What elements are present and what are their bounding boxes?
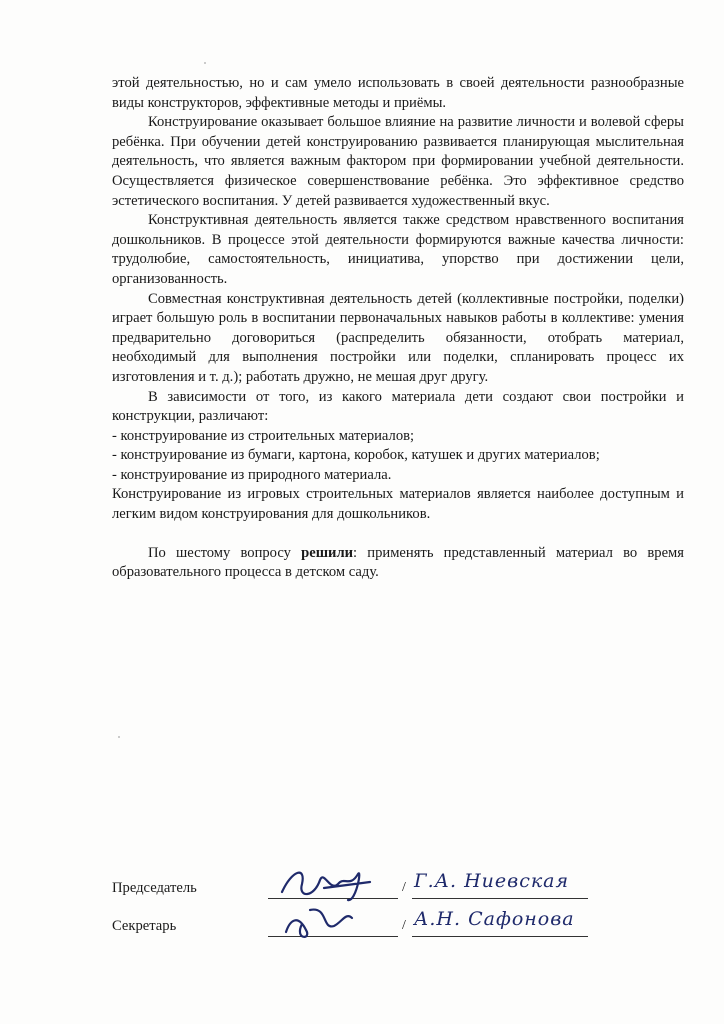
scan-speck [118,736,120,738]
signature-separator: / [402,880,406,895]
chair-label: Председатель [112,880,197,896]
list-item: - конструирование из строительных материалов; [112,427,415,444]
decision-paragraph [112,544,684,583]
paragraph-5: В зависимости от того, из какого материала дети создают свои постройки и конструкции, различают: [112,388,684,425]
paragraph-1: этой деятельностью, но и сам умело использовать в своей деятельности разнообразные виды конструкторов, эффективные методы и приёмы. [112,75,684,111]
name-line [412,898,588,899]
signature-block [112,860,612,950]
paragraph-3: Конструктивная деятельность является также средством нравственного воспитания дошкольников. В процессе этой деятельности формируются важные качества личности: трудолюбие, самостоятельность, инициатива, упорство при достижении цели, организованность. [112,212,684,287]
chair-signature-row [112,868,612,902]
paragraph-4: Совместная конструктивная деятельность детей (коллективные постройки, поделки) играет большую роль в воспитании первоначальных навыков работы в коллективе: умения предварительно договориться (распределить обязанности, отобрать материал, необходимый для выполнения постройки или поделки, спланировать процесс их изготовления и т. д.); работать дружно, не мешая друг другу. [112,290,684,385]
paragraph-2: Конструирование оказывает большое влияние на развитие личности и волевой сферы ребёнка. При обучении детей конструированию развивается планирующая мыслительная деятельность, что является важным фактором при формировании учебной деятельности. Осуществляется физическое совершенствование ребёнка. Это эффективное средство эстетического воспитания. У детей развивается художественный вкус. [112,114,684,209]
chair-name: Г.А. Ниевская [414,870,570,892]
list-item: - конструирование из природного материала. [112,466,392,483]
decision-suffix: : применять представленный материал во время образовательного процесса в детском саду. [112,544,685,581]
secretary-signature-row [112,906,612,940]
list-item: - конструирование из бумаги, картона, коробок, катушек и других материалов; [112,447,600,464]
name-line [412,936,588,937]
secretary-signature-mark [272,900,392,944]
decision-prefix: По шестому вопросу [148,544,302,561]
signature-separator: / [402,918,406,933]
secretary-label: Секретарь [112,918,177,934]
scan-speck [204,62,206,64]
decision-bold: решили [301,544,354,561]
document-body [112,74,684,583]
secretary-name: А.Н. Сафонова [414,908,575,930]
paragraph-6: Конструирование из игровых строительных материалов является наиболее доступным и легким видом конструирования для дошкольников. [112,486,684,523]
